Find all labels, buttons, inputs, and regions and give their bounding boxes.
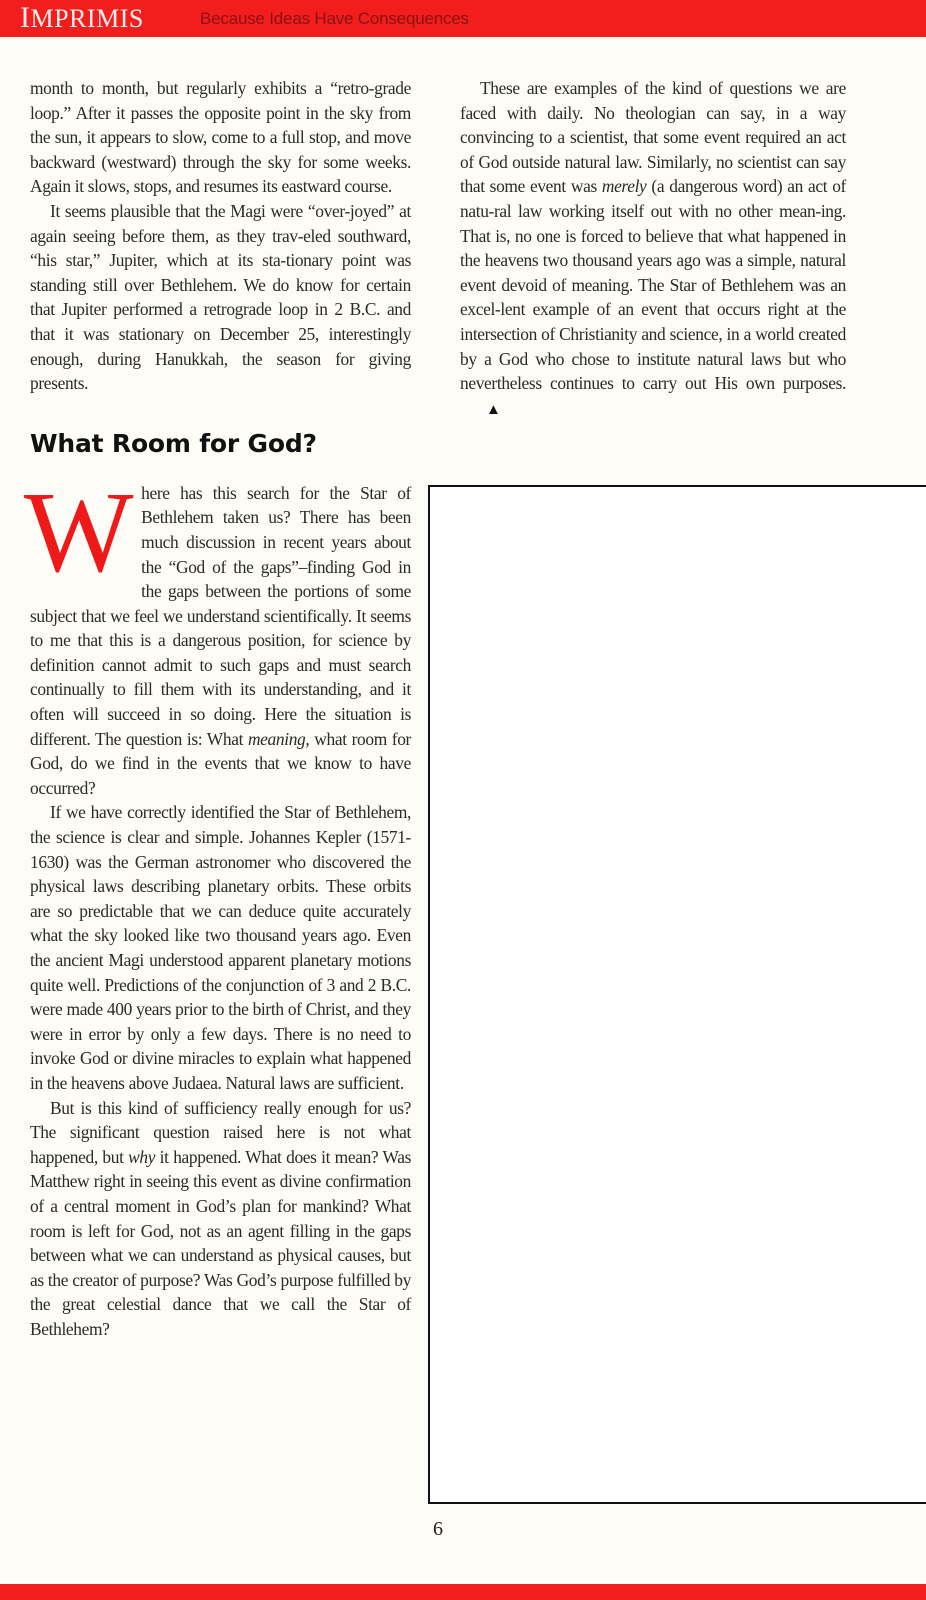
emphasis: why [128, 1146, 156, 1167]
end-of-article-icon: ▲ [486, 401, 501, 418]
emphasis: meaning [247, 728, 306, 749]
paragraph [30, 1096, 411, 1342]
paragraph-text: here has this search for the Star of Bethlehem taken us? There has been much discussion in recent years about the “God of the gaps”–finding God in the gaps between the portions of some subject that we feel we understand scientifically. It seems to me that this is a dangerous position, for science by definition cannot admit to such gaps and must search continually to fill them with its understanding, and it often will succeed in so doing. Here the situation is different. The question is: What [30, 482, 411, 749]
paragraph-text: But is this kind of sufficiency really enough for us? The significant question raised here is not what happened, but [30, 1097, 411, 1167]
paragraph: If we have correctly identified the Star of Bethlehem, the science is clear and simple. Johannes Kepler (1571-1630) was the German astronomer who discovered the physical laws describing planetary orbits. These orbits are so predictable that we can deduce quite accurately what the sky looked like two thousand years ago. Even the ancient Magi understood apparent planetary motions quite well. Predictions of the conjunction of 3 and 2 B.C. were made 400 years prior to the birth of Christ, and they were in error by only a few days. There is no need to invoke God or divine miracles to explain what happened in the heavens above Judaea. Natural laws are sufficient. [30, 802, 411, 1093]
paragraph [460, 76, 846, 422]
publication-logo [20, 3, 144, 34]
paragraph-with-dropcap [24, 468, 411, 801]
paragraph-text: (a dangerous word) an act of natu-ral law working itself out with no other mean-ing. That is, no one is forced to believe that what happened in the heavens two thousand years ago was a simple, natural event devoid of meaning. The Star of Bethlehem was an excel-lent example of an event that occurs right at the intersection of Christianity and science, in a world created by a God who chose to institute natural laws but who nevertheless continues to carry out His own purposes. [460, 176, 847, 394]
right-column [460, 76, 846, 422]
emphasis: merely [601, 176, 647, 197]
left-column [24, 76, 412, 1342]
paragraph-text: it happened. What does it mean? Was Matthew right in seeing this event as divine confirmation of a central moment in God’s plan for mankind? What room is left for God, not as an agent filling in the gaps between what we can understand as physical causes, but as the creator of purpose? Was God’s purpose fulfilled by the great celestial dance that we call the Star of Bethlehem? [30, 1146, 412, 1339]
logo-initial: I [20, 1, 31, 34]
logo-rest: MPRIMIS [30, 4, 144, 33]
empty-bordered-box [428, 485, 926, 1504]
paragraph: It seems plausible that the Magi were “over-joyed” at again seeing before them, as they trav-eled southward, “his star,” Jupiter, which at its sta-tionary point was standing still over Bethlehem. We do know for certain that Jupiter performed a retrograde loop in 2 B.C. and that it was stationary on December 25, interestingly enough, during Hanukkah, the season for giving presents. [30, 200, 411, 394]
drop-cap: W [24, 468, 134, 597]
paragraph-text: These are examples of the kind of questions we are faced with daily. No theologian can say, in a way convincing to a scientist, that some event required an act of God outside natural law. Similarly, no scientist can say that some event was [460, 78, 846, 197]
footer-bar [0, 1584, 926, 1600]
paragraph-text: , what room for God, do we find in the events that we know to have occurred? [30, 728, 411, 798]
page-number: 6 [433, 1518, 443, 1540]
tagline: Because Ideas Have Consequences [200, 9, 469, 28]
paragraph: month to month, but regularly exhibits a “retro-grade loop.” After it passes the opposite point in the sky from the sun, it appears to slow, come to a full stop, and move backward (westward) through the sky for some weeks. Again it slows, stops, and resumes its eastward course. [30, 78, 411, 197]
masthead-bar [0, 0, 926, 37]
section-heading: What Room for God? [30, 428, 317, 458]
